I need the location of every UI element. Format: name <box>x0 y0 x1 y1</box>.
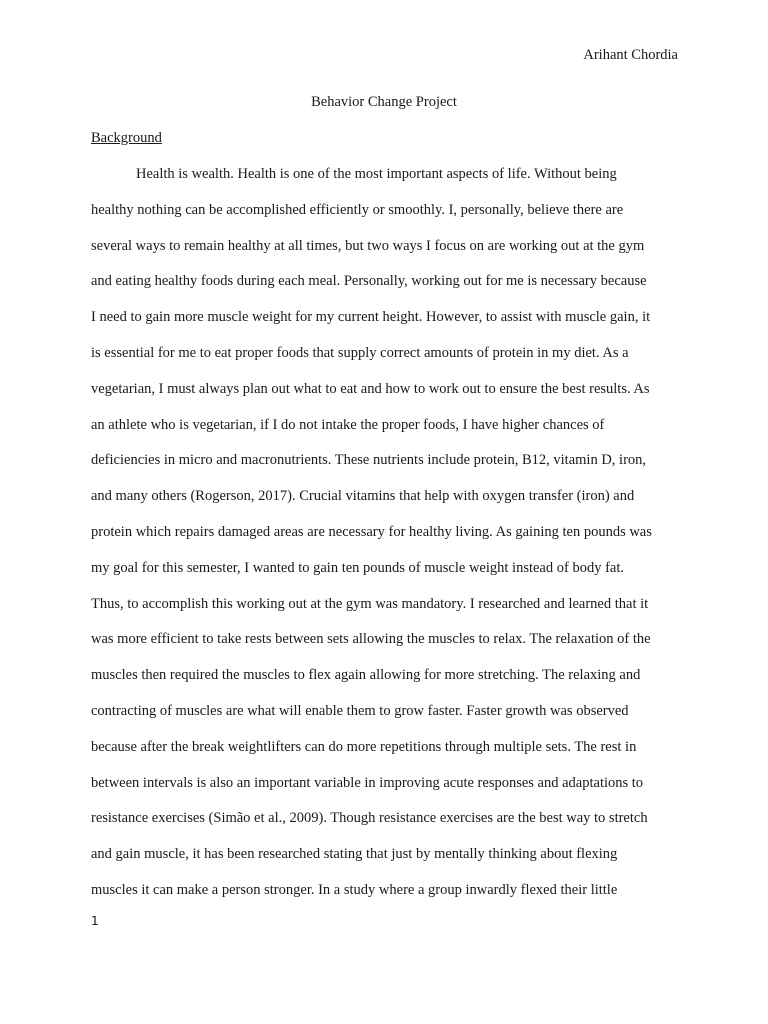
paragraph-line: I need to gain more muscle weight for my current height. However, to assist with muscle gain, it <box>91 309 651 326</box>
paragraph-line: contracting of muscles are what will enable them to grow faster. Faster growth was observed <box>91 702 629 719</box>
paragraph-line: several ways to remain healthy at all times, but two ways I focus on are working out at the gym <box>91 237 645 254</box>
paragraph-line: muscles then required the muscles to flex again allowing for more stretching. The relaxing and <box>91 667 641 684</box>
paragraph-line: Thus, to accomplish this working out at the gym was mandatory. I researched and learned that it <box>91 595 649 612</box>
author-name: Arihant Chordia <box>583 47 678 63</box>
paragraph-line: because after the break weightlifters can do more repetitions through multiple sets. The rest in <box>91 738 637 755</box>
paragraph-line: healthy nothing can be accomplished efficiently or smoothly. I, personally, believe there are <box>91 201 624 218</box>
paragraph-line: protein which repairs damaged areas are necessary for healthy living. As gaining ten pounds was <box>91 523 652 540</box>
paragraph-line: Health is wealth. Health is one of the most important aspects of life. Without being <box>136 166 617 182</box>
page-number: 1 <box>91 914 99 928</box>
paragraph-line: is essential for me to eat proper foods that supply correct amounts of protein in my diet. As a <box>91 344 629 361</box>
paragraph-line: and eating healthy foods during each meal. Personally, working out for me is necessary because <box>91 273 647 290</box>
section-heading: Background <box>91 130 162 146</box>
paragraph-line: vegetarian, I must always plan out what to eat and how to work out to ensure the best results. As <box>91 380 650 397</box>
paragraph-line: muscles it can make a person stronger. In a study where a group inwardly flexed their little <box>91 881 618 898</box>
paragraph-line: between intervals is also an important variable in improving acute responses and adaptations to <box>91 774 644 791</box>
paragraph-line: was more efficient to take rests between sets allowing the muscles to relax. The relaxation of the <box>91 631 651 648</box>
body-paragraph <box>91 163 691 915</box>
paragraph-line: and many others (Rogerson, 2017). Crucial vitamins that help with oxygen transfer (iron) and <box>91 488 635 505</box>
paragraph-line: and gain muscle, it has been researched stating that just by mentally thinking about flexing <box>91 846 618 863</box>
paragraph-line: my goal for this semester, I wanted to gain ten pounds of muscle weight instead of body fat. <box>91 559 624 576</box>
paragraph-line: resistance exercises (Simão et al., 2009). Though resistance exercises are the best way to stretch <box>91 810 648 827</box>
paragraph-line: deficiencies in micro and macronutrients. These nutrients include protein, B12, vitamin D, iron, <box>91 452 647 469</box>
paragraph-line: an athlete who is vegetarian, if I do not intake the proper foods, I have higher chances of <box>91 416 605 433</box>
document-title: Behavior Change Project <box>311 94 457 110</box>
